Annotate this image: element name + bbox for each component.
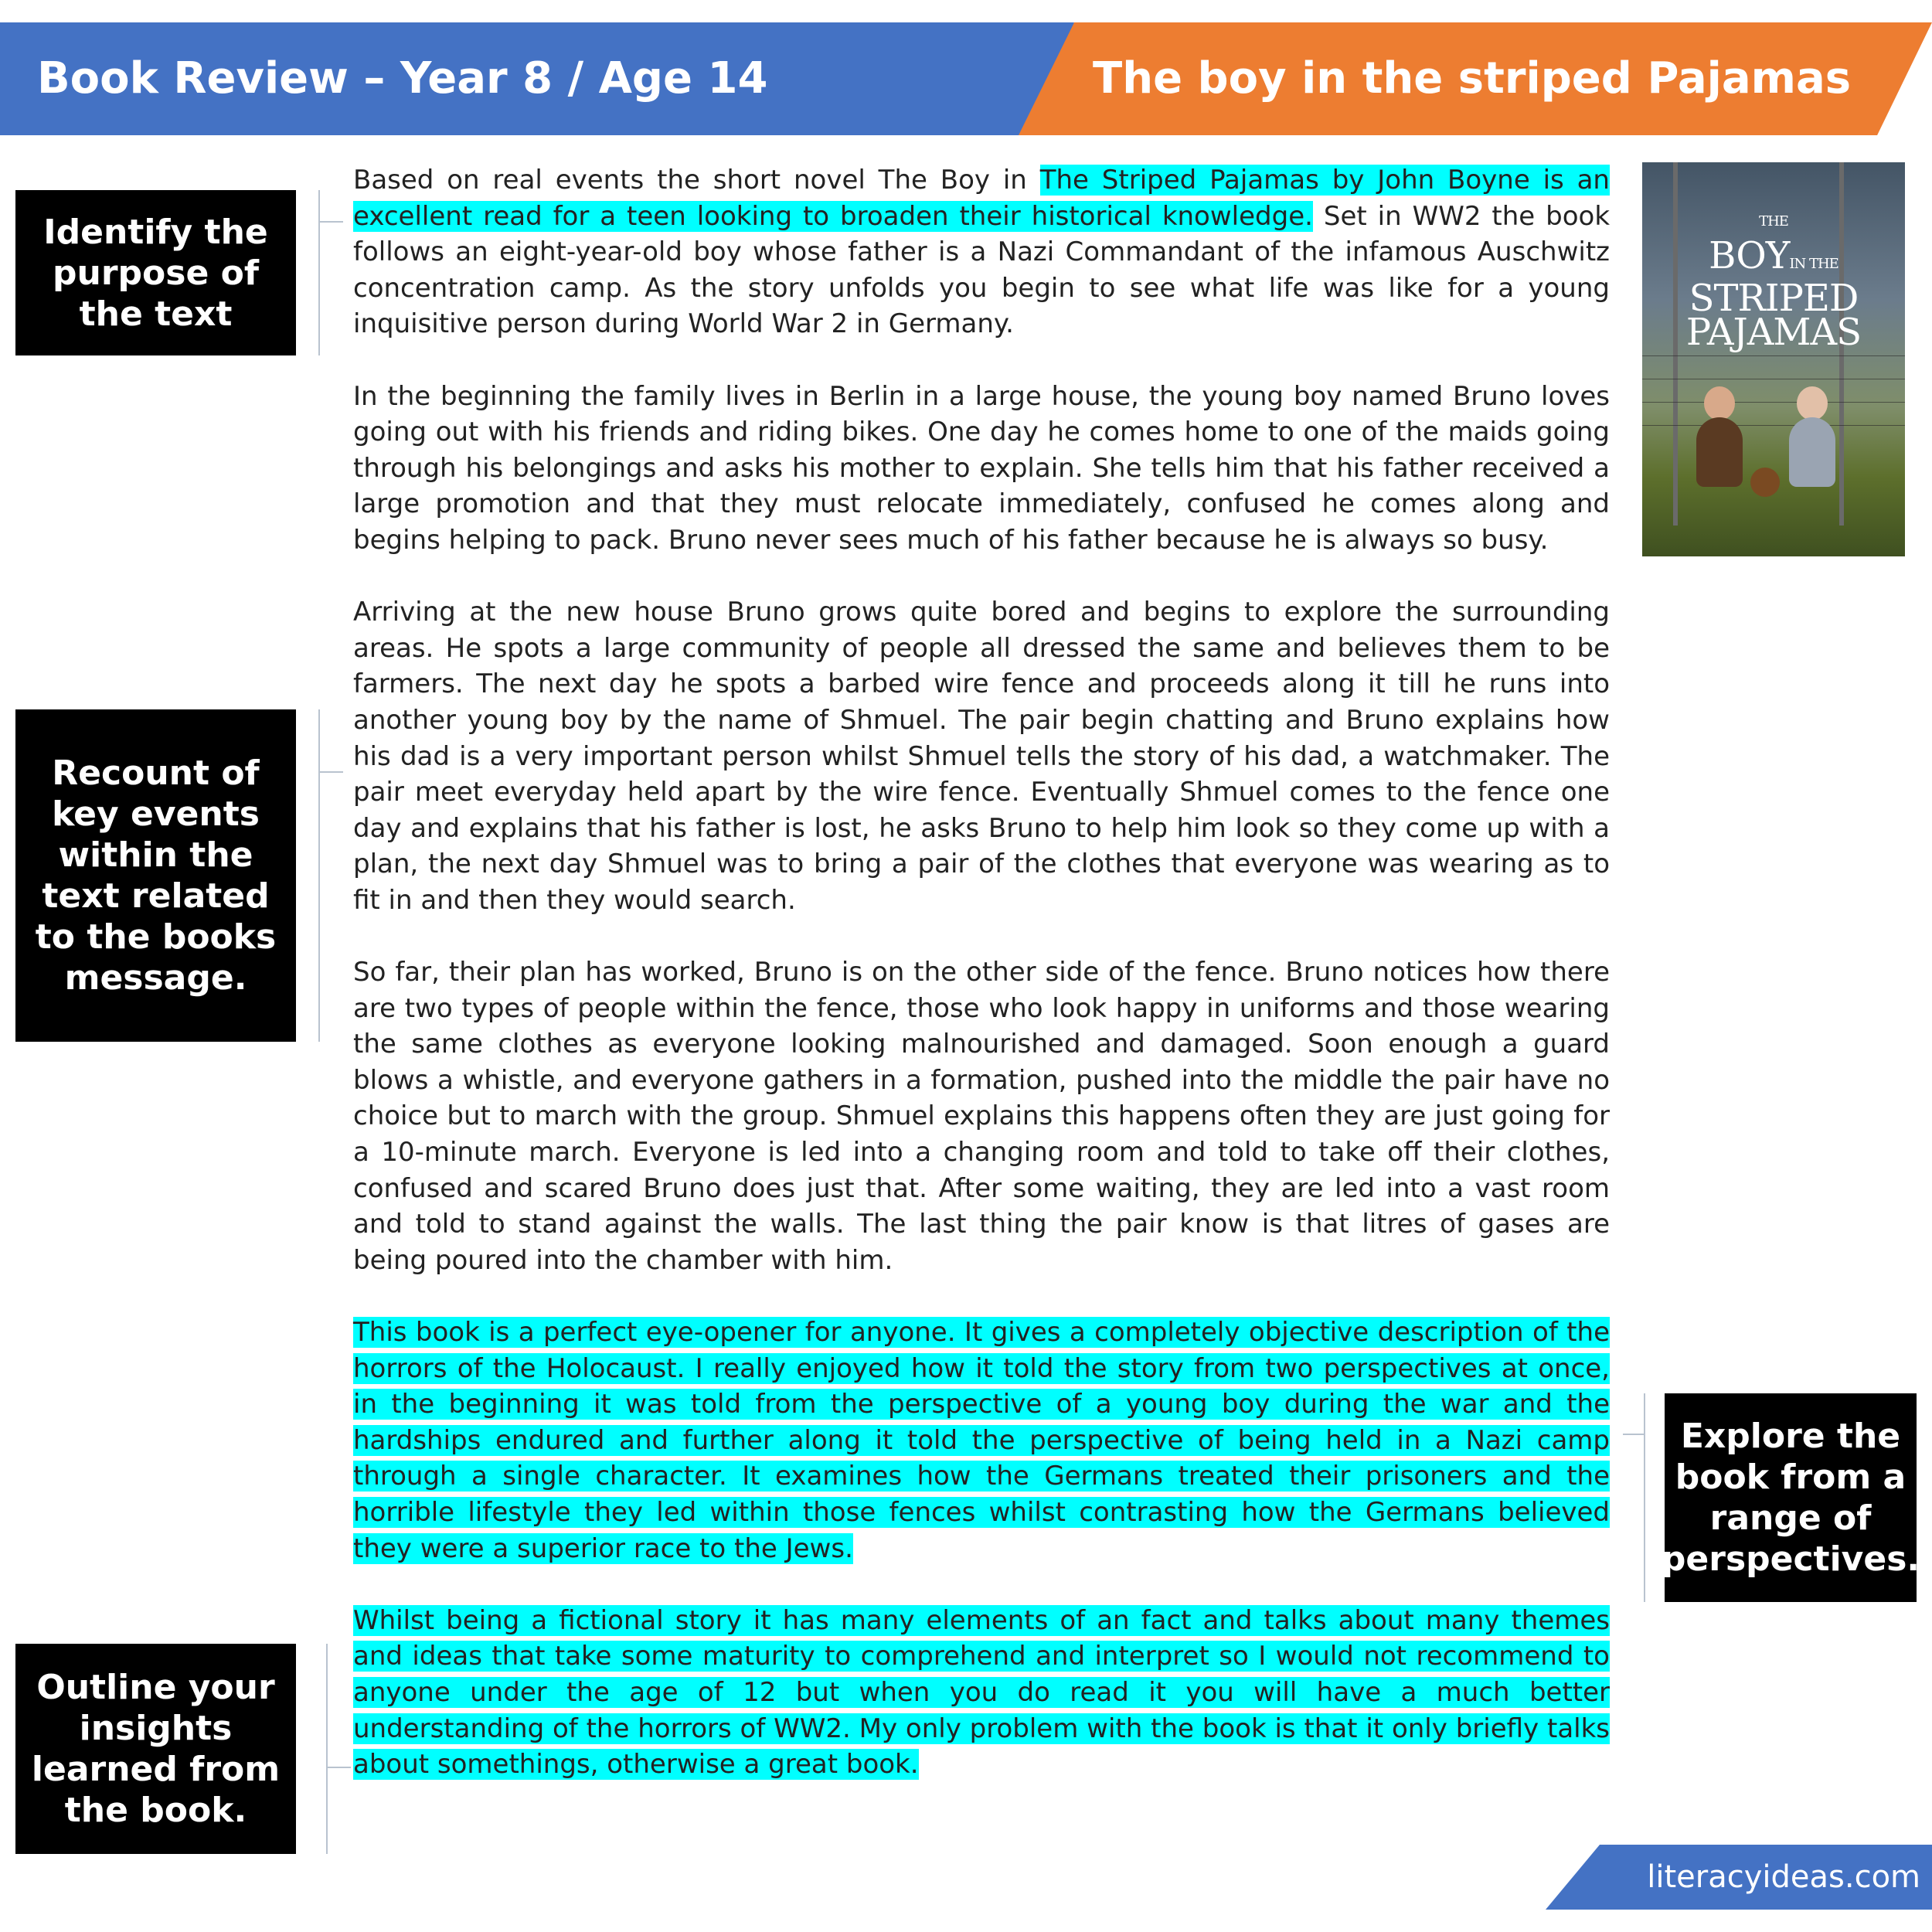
review-paragraph-6 [353,1603,1610,1783]
bracket-purpose-tick [318,221,343,223]
review-text [353,162,1610,1818]
book-cover-image [1642,162,1905,556]
cover-title-line: BOYIN THE [1709,234,1838,277]
cover-boy-body [1696,417,1743,487]
bracket-insights [326,1644,328,1854]
review-paragraph-2: In the beginning the family lives in Berlin in a large house, the young boy named Bruno loves going out with his friends and riding bikes. One day he comes home to one of the maids going through his belongings and asks his mother to explain. She tells him that his father received a large promotion and that they must relocate immediately, confused he comes along and begins helping to pack. Bruno never sees much of his father because he is always so busy. [353,380,1610,556]
cover-title-line: STRIPED [1689,277,1859,320]
cover-ball [1750,468,1780,497]
review-paragraph-5 [353,1315,1610,1566]
cover-boy-body [1789,417,1835,487]
label-perspectives-text: Explore the book from a range of perspectives. [1661,1417,1920,1579]
review-p1-rest: Set in WW2 the book follows an eight-year-old boy whose father is a Nazi Commandant of the infamous Auschwitz concentration camp. As the story unfolds you begin to see what life was like for a young inquisitive person during World War 2 in Germany. [353,200,1611,340]
review-paragraph-3: Arriving at the new house Bruno grows quite bored and begins to explore the surrounding areas. He spots a large community of people all dressed the same and believes them to be farmers. The next day he spots a barbed wire fence and proceeds along it till he runs into another young boy by the name of Shmuel. The pair begin chatting and Bruno explains how his dad is a very important person whilst Shmuel tells the story of his dad, a watchmaker. The pair meet everyday held apart by the wire fence. Eventually Shmuel comes to the fence one day and explains that his father is lost, he asks Bruno to help him look so they come up with a plan, the next day Shmuel was to bring a pair of the clothes that everyone was wearing as to fit in and then they would search. [353,597,1610,916]
cover-boy-head [1797,386,1828,420]
bracket-insights-tick [326,1767,351,1768]
review-p5-highlight: This book is a perfect eye-opener for anyone. It gives a completely objective description of the horrors of the Holocaust. I really enjoyed how it told the story from two perspectives at once, in the beginning it was told from the perspective of a young boy during the war and the hardships endured and further along it told the perspective of being held in a Nazi camp through a single character. It examines how the Germans treated their prisoners and the horrible lifestyle they led within those fences whilst contrasting how the Germans believed they were a superior race to the Jews. [353,1317,1610,1564]
review-p1-highlight: The Striped Pajamas by John Boyne is an excellent read for a teen looking to broaden their historical knowledge. [353,165,1610,232]
label-perspectives [1661,1393,1920,1602]
cover-title-line: PAJAMAS [1685,311,1862,354]
bracket-perspectives [1644,1393,1645,1602]
page-title: Book Review – Year 8 / Age 14 [37,53,768,104]
label-insights-text: Outline your insights learned from the book. [31,1668,281,1830]
review-p1-plain: Based on real events the short novel The Boy in [353,165,1040,196]
bracket-perspectives-tick [1623,1434,1645,1435]
review-paragraph-4: So far, their plan has worked, Bruno is on the other side of the fence. Bruno notices how there are two types of people within the fence, those who look happy in uniforms and those wearing the same clothes as everyone looking malnourished and damaged. Soon enough a guard blows a whistle, and everyone gathers in a formation, pushed into the middle the pair have no choice but to march with the group. Shmuel explains this happens often they are just going for a 10-minute march. Everyone is led into a changing room and told to take off their clothes, confused and scared Bruno does just that. After some waiting, they are led into a vast room and told to stand against the walls. The last thing the pair know is that litres of gases are being poured into the chamber with him. [353,957,1610,1276]
cover-boy-head [1704,386,1735,420]
bracket-recount-tick [318,771,343,773]
label-insights [15,1644,296,1854]
footer-site-link[interactable]: literacyideas.com [1647,1859,1920,1895]
label-purpose-text: Identify the purpose of the text [43,212,268,334]
bracket-purpose [318,190,320,355]
review-paragraph-1 [353,162,1610,342]
label-purpose [15,190,296,355]
book-title: The boy in the striped Pajamas [1093,53,1852,104]
cover-title [1642,205,1905,354]
cover-wire [1642,425,1905,426]
bracket-recount [318,709,320,1042]
review-p6-highlight: Whilst being a fictional story it has many elements of an fact and talks about many themes and ideas that take some maturity to comprehend and interpret so I would not recommend to anyone under the age of 12 but when you do read it you will have a much better understanding of the horrors of WW2. My only problem with the book is that it only briefly talks about somethings, otherwise a great book. [353,1604,1610,1781]
label-recount [15,709,296,1042]
cover-wire [1642,355,1905,356]
cover-wire [1642,402,1905,403]
cover-title-line: THE [1759,213,1788,230]
label-recount-text: Recount of key events within the text related to the books message. [35,753,277,998]
